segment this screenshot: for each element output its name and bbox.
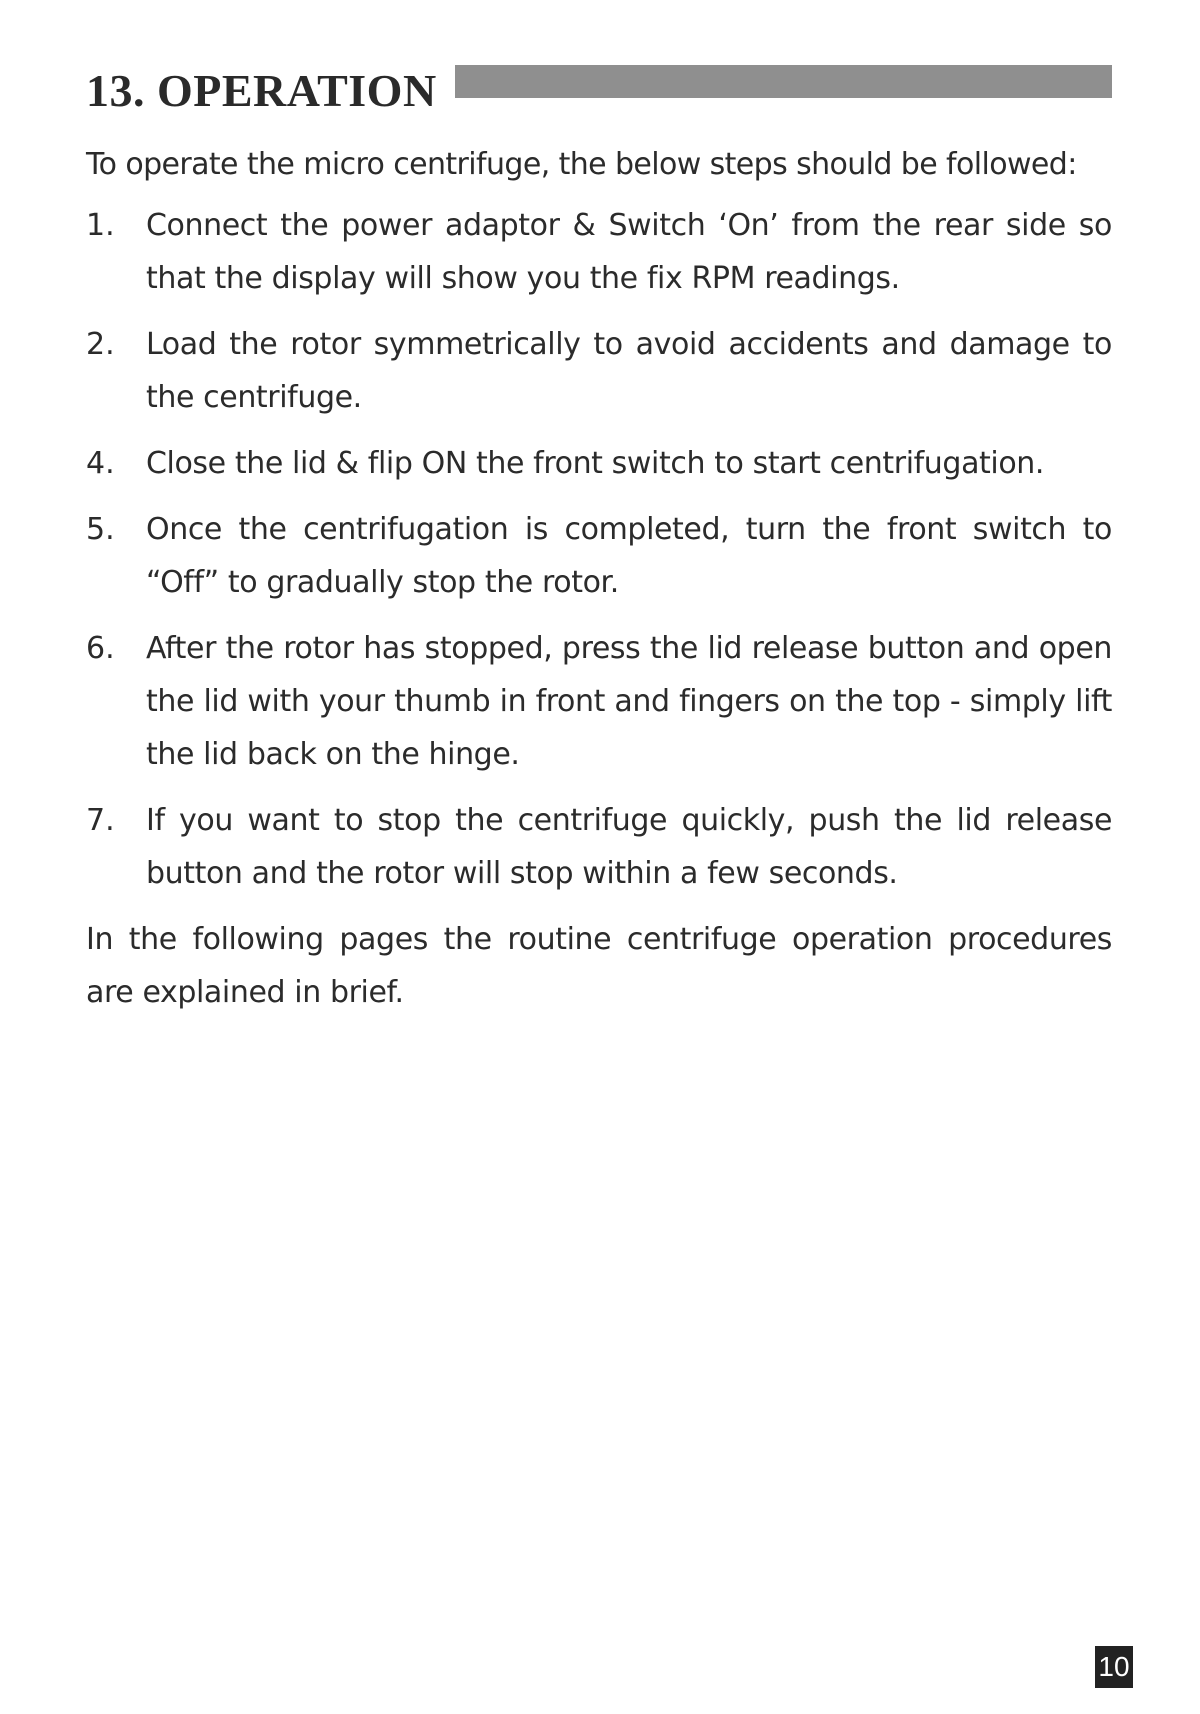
manual-page	[86, 62, 1112, 1049]
list-item	[86, 794, 1112, 900]
list-item	[86, 318, 1112, 424]
step-text: If you want to stop the centrifuge quickly, push the lid release button and the rotor will stop within a few seconds.	[146, 803, 1112, 891]
section-title: 13. OPERATION	[86, 64, 437, 116]
list-item	[86, 437, 1112, 490]
step-number: 1.	[86, 208, 115, 243]
list-item	[86, 199, 1112, 305]
step-number: 6.	[86, 631, 115, 666]
section-heading	[86, 62, 1112, 118]
step-text: Once the centrifugation is completed, turn the front switch to “Off” to gradually stop the rotor.	[146, 512, 1112, 600]
list-item	[86, 503, 1112, 609]
step-text: Load the rotor symmetrically to avoid accidents and damage to the centrifuge.	[146, 327, 1112, 415]
heading-rule	[455, 65, 1112, 98]
page-number-badge: 10	[1095, 1646, 1133, 1688]
step-number: 5.	[86, 512, 115, 547]
step-text: Connect the power adaptor & Switch ‘On’ from the rear side so that the display will show you the fix RPM readings.	[146, 208, 1112, 296]
list-item	[86, 622, 1112, 781]
step-text: After the rotor has stopped, press the lid release button and open the lid with your thumb in front and fingers on the top - simply lift the lid back on the hinge.	[146, 631, 1112, 772]
steps-list	[86, 199, 1112, 900]
step-number: 2.	[86, 327, 115, 362]
closing-paragraph: In the following pages the routine centrifuge operation procedures are explained in brief.	[86, 922, 1112, 1010]
step-number: 7.	[86, 803, 115, 838]
step-text: Close the lid & flip ON the front switch to start centrifugation.	[146, 446, 1045, 481]
step-number: 4.	[86, 446, 115, 481]
intro-paragraph: To operate the micro centrifuge, the below steps should be followed:	[86, 147, 1077, 182]
